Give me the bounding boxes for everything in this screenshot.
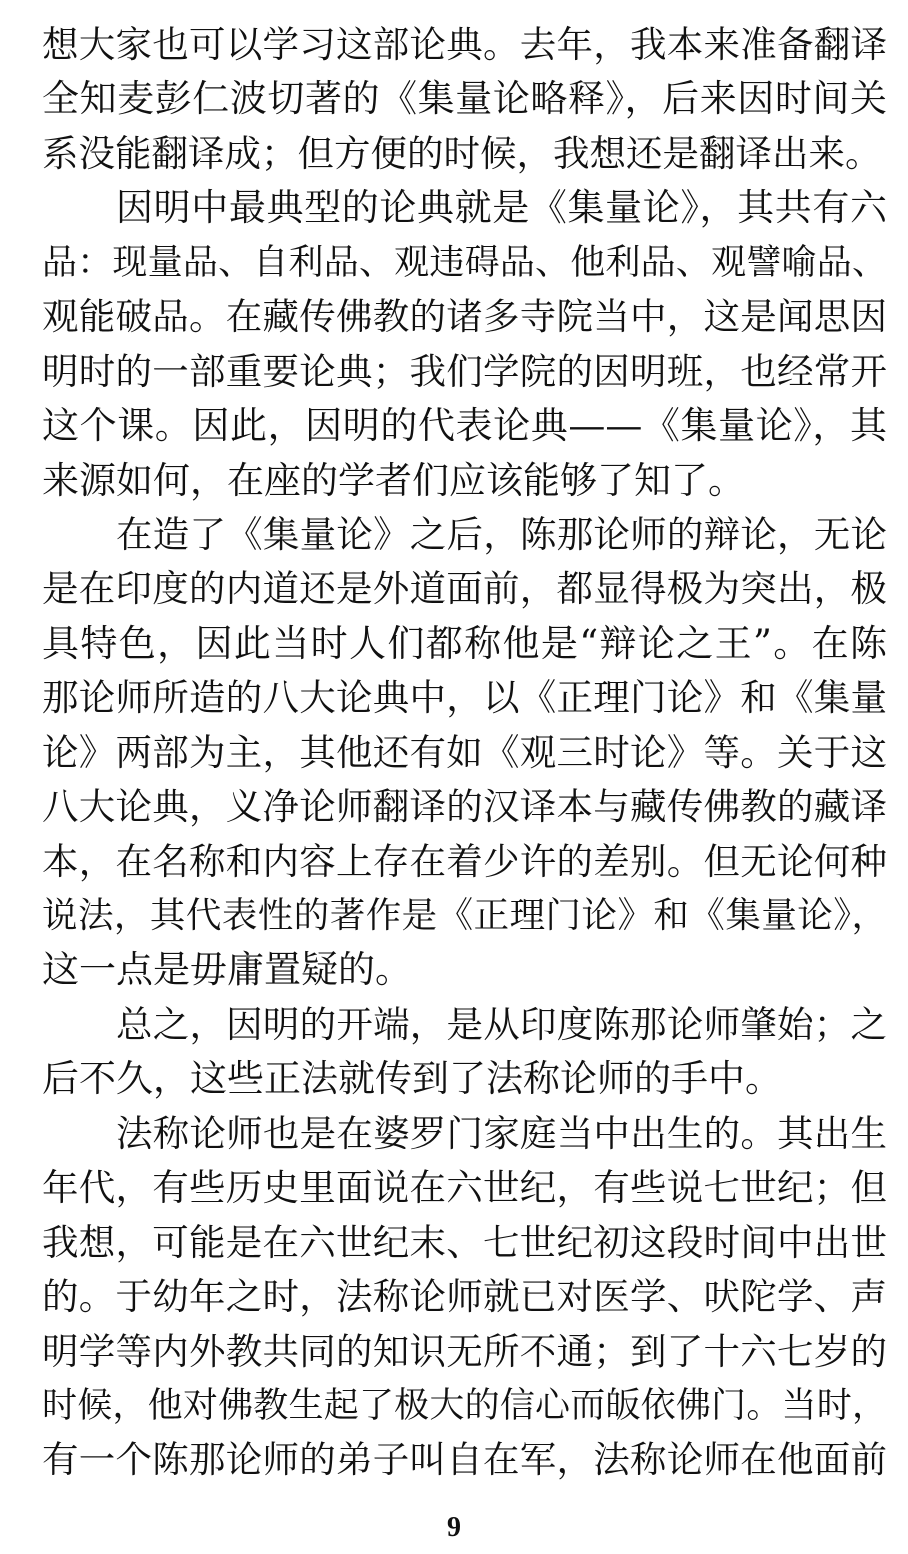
text-line: 论》两部为主，其他还有如《观三时论》等。关于这 <box>42 730 887 774</box>
paragraph-start-line: 因明中最典型的论典就是《集量论》，其共有六 <box>116 186 887 230</box>
text-line: 明学等内外教共同的知识无所不通；到了十六七岁的 <box>42 1329 887 1373</box>
text-line: 那论师所造的八大论典中，以《正理门论》和《集量 <box>42 676 887 720</box>
text-line: 具特色，因此当时人们都称他是“辩论之王”。在陈 <box>42 621 887 665</box>
text-line: 系没能翻译成；但方便的时候，我想还是翻译出来。 <box>42 131 882 175</box>
text-line: 这个课。因此，因明的代表论典——《集量论》，其 <box>42 404 887 448</box>
paragraph-start-line: 总之，因明的开端，是从印度陈那论师肇始；之 <box>116 1002 887 1046</box>
text-line: 八大论典，义净论师翻译的汉译本与藏传佛教的藏译 <box>42 785 887 829</box>
text-line: 本，在名称和内容上存在着少许的差别。但无论何种 <box>42 839 887 883</box>
text-line: 的。于幼年之时，法称论师就已对医学、吠陀学、声 <box>42 1275 887 1319</box>
text-line: 有一个陈那论师的弟子叫自在军，法称论师在他面前 <box>42 1438 887 1482</box>
text-line: 想大家也可以学习这部论典。去年，我本来准备翻译 <box>42 23 887 66</box>
paragraph-start-line: 法称论师也是在婆罗门家庭当中出生的。其出生 <box>116 1111 887 1155</box>
text-line: 观能破品。在藏传佛教的诸多寺院当中，这是闻思因 <box>42 295 887 339</box>
text-line: 说法，其代表性的著作是《正理门论》和《集量论》， <box>42 895 887 936</box>
text-line: 来源如何，在座的学者们应该能够了知了。 <box>42 458 745 502</box>
text-line: 后不久，这些正法就传到了法称论师的手中。 <box>42 1057 782 1101</box>
text-line: 品：现量品、自利品、观违碍品、他利品、观譬喻品、 <box>42 242 887 283</box>
text-line: 是在印度的内道还是外道面前，都显得极为突出，极 <box>42 567 887 611</box>
text-line: 明时的一部重要论典；我们学院的因明班，也经常开 <box>42 349 887 393</box>
text-line: 时候，他对佛教生起了极大的信心而皈依佛门。当时， <box>42 1385 887 1426</box>
paragraph-start-line: 在造了《集量论》之后，陈那论师的辩论，无论 <box>116 512 887 556</box>
text-line: 年代，有些历史里面说在六世纪，有些说七世纪；但 <box>42 1166 887 1210</box>
text-line: 我想，可能是在六世纪末、七世纪初这段时间中出世 <box>42 1220 887 1264</box>
body-text <box>42 18 887 1488</box>
page-number: 9 <box>447 1512 461 1543</box>
text-line: 这一点是毋庸置疑的。 <box>42 948 412 992</box>
text-line: 全知麦彭仁波切著的《集量论略释》，后来因时间关 <box>42 77 887 121</box>
